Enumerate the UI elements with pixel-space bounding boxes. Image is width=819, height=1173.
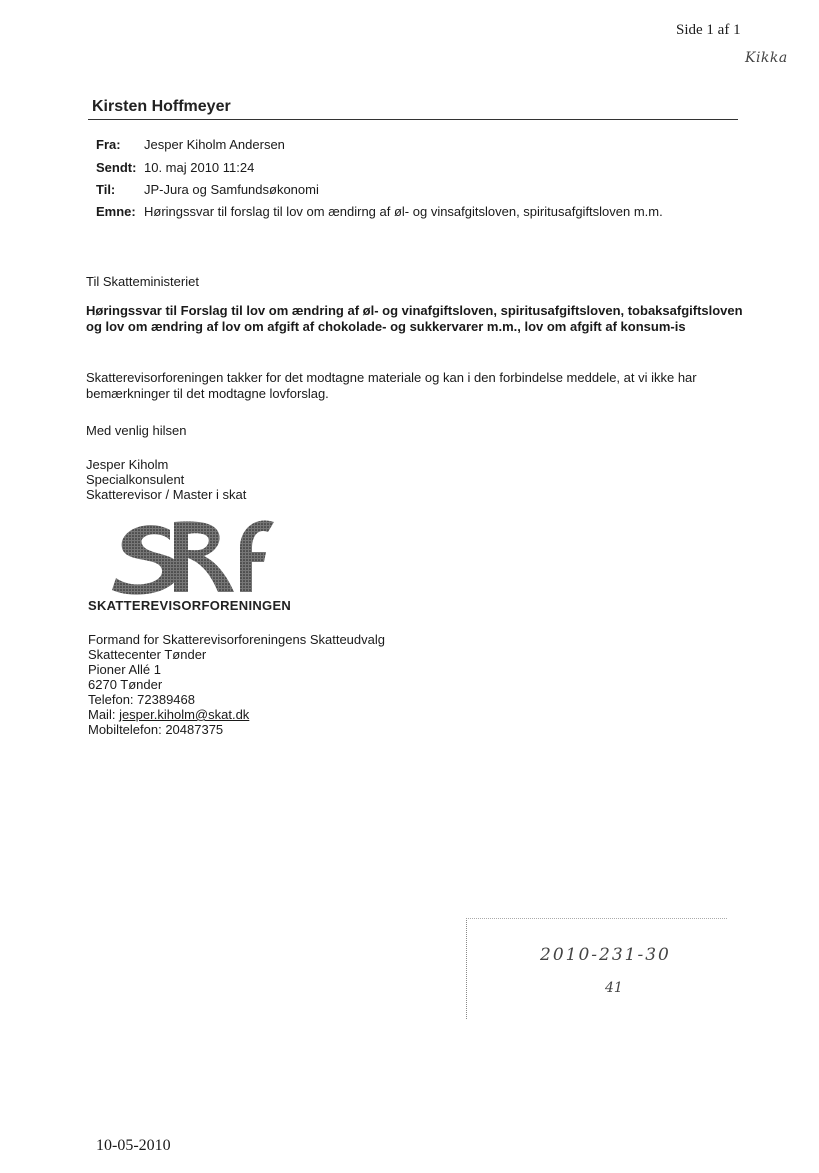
- stamp-area: [466, 918, 727, 1019]
- from-value: Jesper Kiholm Andersen: [144, 137, 285, 152]
- handwritten-initials: Kikka: [745, 50, 788, 66]
- recipient-name: Kirsten Hoffmeyer: [92, 98, 231, 115]
- organization-name: SKATTEREVISORFORENINGEN: [88, 598, 292, 613]
- page-number-label: Side 1 af 1: [676, 22, 741, 38]
- subject-label: Emne:: [96, 204, 136, 219]
- contact-line-street: Pioner Allé 1: [88, 662, 161, 677]
- organization-logo: [108, 508, 283, 596]
- closing-greeting: Med venlig hilsen: [86, 423, 187, 438]
- email-to-row: [96, 182, 319, 197]
- to-label: Til:: [96, 182, 116, 197]
- contact-mail-row: [88, 707, 385, 722]
- handwritten-case-sub: 41: [605, 980, 623, 996]
- letter-heading: Høringssvar til Forslag til lov om ændring af øl- og vinafgiftsloven, spiritusafgiftsloven, tobaksafgiftsloven og lov om ændring af lov om afgift af chokolade- og sukkervarer m.m., lov om afgift af konsum-is: [86, 303, 743, 334]
- srf-logo-icon: [108, 508, 283, 596]
- from-label: Fra:: [96, 137, 121, 152]
- header-divider: [88, 119, 738, 120]
- body-paragraph: Skatterevisorforeningen takker for det modtagne materiale og kan i den forbindelse meddele, at vi ikke har bemærkninger til det modtagne lovforslag.: [86, 370, 697, 401]
- contact-line-postal: 6270 Tønder: [88, 677, 163, 692]
- signature-block: [86, 457, 746, 502]
- contact-mail-label: Mail:: [88, 707, 120, 722]
- sent-label: Sendt:: [96, 160, 137, 175]
- email-from-row: [96, 137, 285, 152]
- contact-phone: Telefon: 72389468: [88, 692, 195, 707]
- addressee: Til Skatteministeriet: [86, 274, 199, 289]
- subject-value: Høringssvar til forslag til lov om ændirng af øl- og vinsafgitsloven, spiritusafgiftsloven m.m.: [144, 204, 663, 219]
- sent-value: 10. maj 2010 11:24: [144, 160, 255, 175]
- date-footer: 10-05-2010: [96, 1137, 171, 1154]
- email-subject-row: [96, 204, 663, 219]
- to-value: JP-Jura og Samfundsøkonomi: [144, 182, 319, 197]
- handwritten-case-number: 2010-231-30: [540, 945, 671, 965]
- contact-block: [88, 632, 385, 737]
- contact-line-committee: Formand for Skatterevisorforeningens Skatteudvalg: [88, 632, 385, 647]
- signature-name: Jesper Kiholm: [86, 457, 169, 472]
- signature-role: Skatterevisor / Master i skat: [86, 487, 247, 502]
- contact-mobile: Mobiltelefon: 20487375: [88, 722, 224, 737]
- signature-title: Specialkonsulent: [86, 472, 185, 487]
- contact-mail-link[interactable]: jesper.kiholm@skat.dk: [119, 707, 250, 722]
- email-sent-row: [96, 160, 254, 175]
- contact-line-center: Skattecenter Tønder: [88, 647, 207, 662]
